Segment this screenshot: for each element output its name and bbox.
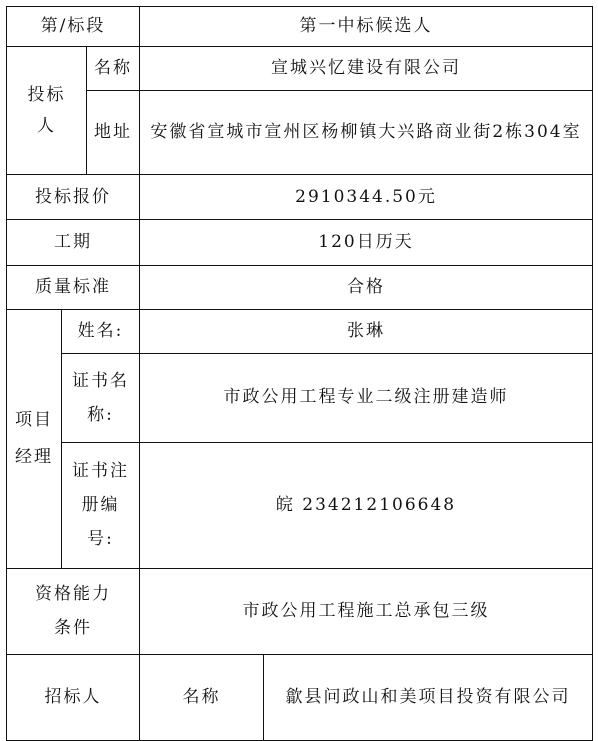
header-value: 第一中标候选人 xyxy=(140,7,593,47)
tenderer-row xyxy=(7,654,593,740)
price-label: 投标报价 xyxy=(7,175,140,220)
manager-cert-value: 市政公用工程专业二级注册建造师 xyxy=(140,354,593,442)
manager-reg-row xyxy=(7,442,593,568)
manager-cert-row xyxy=(7,354,593,442)
tenderer-label: 招标人 xyxy=(7,654,140,740)
bidder-name-value: 宣城兴忆建设有限公司 xyxy=(140,47,593,91)
bidder-address-value: 安徽省宣城市宣州区杨柳镇大兴路商业街2栋304室 xyxy=(140,91,593,175)
tenderer-name-value: 歙县问政山和美项目投资有限公司 xyxy=(264,654,593,740)
tenderer-name-label: 名称 xyxy=(140,654,264,740)
bidder-name-row xyxy=(7,47,593,91)
bidder-name-label: 名称 xyxy=(87,47,140,91)
quality-value: 合格 xyxy=(140,266,593,310)
period-label: 工期 xyxy=(7,220,140,266)
period-row xyxy=(7,220,593,266)
manager-name-label: 姓名: xyxy=(62,310,140,354)
manager-name-row xyxy=(7,310,593,354)
price-value: 2910344.50元 xyxy=(140,175,593,220)
bid-result-table xyxy=(6,6,593,741)
manager-reg-label: 证书注册编号: xyxy=(62,442,140,568)
qualification-value: 市政公用工程施工总承包三级 xyxy=(140,568,593,654)
price-row xyxy=(7,175,593,220)
header-label: 第/标段 xyxy=(7,7,140,47)
manager-cert-label: 证书名称: xyxy=(62,354,140,442)
bidder-address-row xyxy=(7,91,593,175)
quality-label: 质量标准 xyxy=(7,266,140,310)
qualification-label: 资格能力条件 xyxy=(7,568,140,654)
quality-row xyxy=(7,266,593,310)
qualification-row xyxy=(7,568,593,654)
bidder-label: 投标人 xyxy=(7,47,87,175)
manager-label: 项目经理 xyxy=(7,310,62,568)
manager-name-value: 张琳 xyxy=(140,310,593,354)
bidder-address-label: 地址 xyxy=(87,91,140,175)
header-row xyxy=(7,7,593,47)
manager-reg-value: 皖 234212106648 xyxy=(140,442,593,568)
period-value: 120日历天 xyxy=(140,220,593,266)
